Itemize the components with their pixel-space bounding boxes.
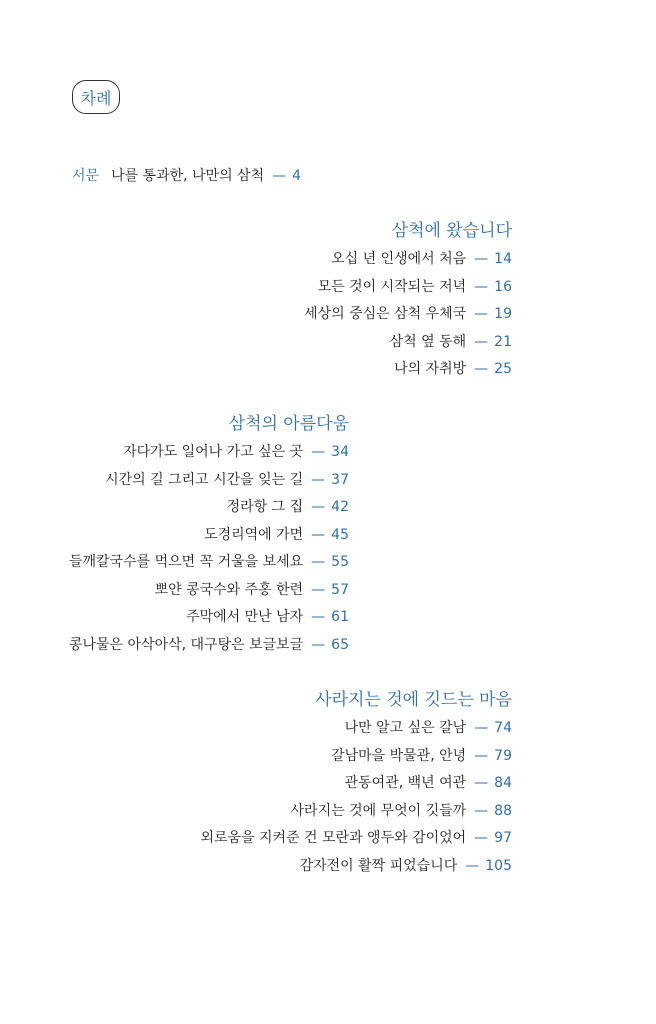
entry-title: 자다가도 일어나 가고 싶은 곳 [123, 444, 304, 460]
toc-entry[interactable] [291, 800, 512, 820]
toc-entry[interactable] [155, 579, 349, 599]
toc-entry[interactable] [186, 606, 349, 626]
intro-page: 4 [292, 168, 302, 184]
entry-page: 45 [331, 527, 349, 543]
entry-dash: — [474, 306, 489, 322]
entry-dash: — [474, 720, 489, 736]
entry-page: 65 [331, 637, 349, 653]
toc-entry[interactable] [69, 634, 349, 654]
toc-entry[interactable] [227, 496, 349, 516]
entry-title: 갈남마을 박물관, 안녕 [331, 748, 467, 764]
entry-title: 오십 년 인생에서 처음 [331, 251, 467, 267]
entry-page: 16 [494, 279, 512, 295]
entry-page: 55 [331, 554, 349, 570]
entry-dash: — [311, 554, 326, 570]
entry-page: 57 [331, 582, 349, 598]
entry-dash: — [311, 527, 326, 543]
entry-page: 79 [494, 748, 512, 764]
entry-dash: — [474, 748, 489, 764]
toc-entry[interactable] [200, 827, 512, 847]
entry-dash: — [474, 334, 489, 350]
entry-title: 주막에서 만난 남자 [186, 609, 304, 625]
entry-title: 뽀얀 콩국수와 주홍 한련 [154, 582, 304, 598]
entry-title: 삼척 옆 동해 [389, 334, 467, 350]
entry-page: 61 [331, 609, 349, 625]
entry-page: 74 [494, 720, 512, 736]
toc-entry[interactable] [331, 745, 512, 765]
toc-entry[interactable] [300, 855, 512, 875]
intro-label: 서문 [72, 168, 100, 184]
entry-title: 들깨칼국수를 먹으면 꼭 거울을 보세요 [68, 554, 304, 570]
entry-title: 시간의 길 그리고 시간을 잊는 길 [105, 472, 304, 488]
section-title-3: 사라지는 것에 깃드는 마음 [315, 690, 512, 710]
intro-title: 나를 통과한, 나만의 삼척 [111, 168, 265, 184]
toc-entry[interactable] [345, 772, 512, 792]
entry-title: 외로움을 지켜준 건 모란과 앵두와 감이었어 [200, 830, 467, 846]
entry-page: 88 [494, 803, 512, 819]
entry-dash: — [474, 830, 489, 846]
entry-page: 84 [494, 775, 512, 791]
entry-title: 정라항 그 집 [226, 499, 304, 515]
entry-title: 콩나물은 아삭아삭, 대구탕은 보글보글 [68, 637, 304, 653]
entry-dash: — [465, 858, 480, 874]
entry-dash: — [311, 472, 326, 488]
entry-title: 세상의 중심은 삼척 우체국 [304, 306, 467, 322]
toc-entry[interactable] [304, 303, 512, 323]
entry-title: 모든 것이 시작되는 저녁 [317, 279, 467, 295]
entry-title: 나만 알고 싶은 갈남 [344, 720, 467, 736]
section-title-1: 삼척에 왔습니다 [391, 221, 512, 241]
toc-title: 차례 [80, 88, 112, 108]
entry-dash: — [311, 637, 326, 653]
intro-dash: — [272, 168, 287, 184]
entry-title: 감자전이 활짝 피었습니다 [299, 858, 458, 874]
section-title-2: 삼척의 아름다움 [228, 414, 349, 434]
entry-page: 14 [494, 251, 512, 267]
toc-entry[interactable] [331, 248, 512, 268]
toc-entry[interactable] [390, 331, 512, 351]
toc-entry[interactable] [318, 276, 512, 296]
entry-dash: — [474, 279, 489, 295]
entry-dash: — [311, 582, 326, 598]
entry-dash: — [474, 775, 489, 791]
entry-dash: — [474, 803, 489, 819]
entry-title: 사라지는 것에 무엇이 깃들까 [290, 803, 467, 819]
entry-dash: — [474, 251, 489, 267]
entry-page: 105 [485, 858, 512, 874]
entry-title: 관동여관, 백년 여관 [344, 775, 467, 791]
toc-entry[interactable] [123, 441, 349, 461]
toc-entry[interactable] [345, 717, 512, 737]
entry-page: 42 [331, 499, 349, 515]
intro-entry[interactable] [72, 165, 301, 185]
entry-page: 19 [494, 306, 512, 322]
entry-page: 34 [331, 444, 349, 460]
toc-entry[interactable] [69, 551, 349, 571]
entry-dash: — [474, 361, 489, 377]
entry-page: 21 [494, 334, 512, 350]
toc-title-badge [72, 80, 120, 114]
toc-entry[interactable] [204, 524, 349, 544]
entry-page: 97 [494, 830, 512, 846]
entry-page: 25 [494, 361, 512, 377]
entry-dash: — [311, 499, 326, 515]
entry-title: 도경리역에 가면 [204, 527, 304, 543]
toc-entry[interactable] [105, 469, 349, 489]
toc-entry[interactable] [394, 358, 512, 378]
entry-page: 37 [331, 472, 349, 488]
entry-dash: — [311, 444, 326, 460]
entry-title: 나의 자취방 [394, 361, 467, 377]
entry-dash: — [311, 609, 326, 625]
